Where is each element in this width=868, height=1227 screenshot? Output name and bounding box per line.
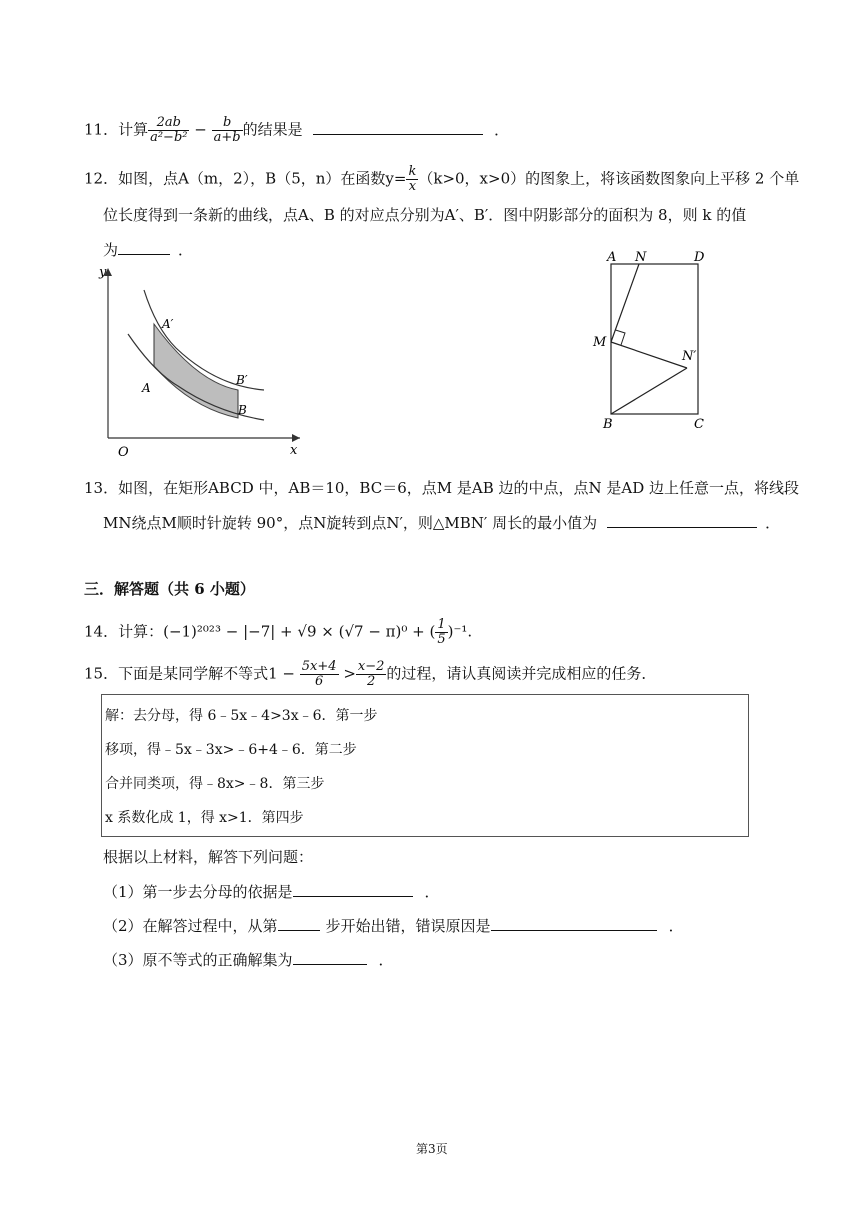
q11-answer-blank[interactable] xyxy=(313,118,483,135)
solution-step-3: 合并同类项，得﹣8x>﹣8．第三步 xyxy=(105,776,325,792)
solution-box xyxy=(101,694,749,837)
svg-text:N: N xyxy=(635,250,647,265)
q15-fraction-1: $\frac{5x+4}{6}$ xyxy=(301,659,337,689)
q11-fraction-1: $\frac{2ab}{\text{a²−b²}}$ xyxy=(150,115,188,145)
q15-sub2: （2）在解答过程中，从第 步开始出错，错误原因是 ． xyxy=(103,914,684,936)
q13-rectangle-figure xyxy=(588,248,718,434)
question-12-line1: 12．如图，点A（m，2），B（5，n）在函数y= $\frac{k}{x}$ （k>0，x>0）的图象上，将该函数图象向上平移 2 个单 xyxy=(84,164,800,194)
question-13-line2: MN绕点M顺时针旋转 90°，点N旋转到点N′，则△MBN′ 周长的最小值为 ． xyxy=(103,511,780,533)
svg-text:B: B xyxy=(603,417,613,432)
svg-text:N′: N′ xyxy=(682,349,697,364)
question-13-line1: 13．如图，在矩形ABCD 中，AB＝10，BC＝6，点M 是AB 边的中点，点N 是AD 边上任意一点，将线段 xyxy=(84,479,800,497)
point-a-label: A xyxy=(142,381,151,395)
shaded-region xyxy=(154,324,238,418)
point-a1-label: A′ xyxy=(162,317,174,331)
q12-fraction: $\frac{k}{x}$ xyxy=(408,164,417,194)
q12-answer-blank[interactable] xyxy=(118,238,170,255)
solution-step-1: 解：去分母，得 6﹣5x﹣4>3x﹣6．第一步 xyxy=(105,708,378,724)
point-b1-label: B′ xyxy=(236,373,248,387)
question-11: 11．计算 $\frac{2ab}{\text{a²−b²}}$ − $\frac{b}{a+b}$ 的结果是 ． xyxy=(84,115,510,145)
section-heading: 三．解答题（共 6 小题） xyxy=(84,580,255,598)
svg-text:D: D xyxy=(694,250,705,265)
page-number: 第3页 xyxy=(416,1142,448,1156)
question-12-line3: 为 ． xyxy=(103,238,193,260)
y-axis-label: y xyxy=(99,265,107,280)
q13-answer-blank[interactable] xyxy=(607,511,757,528)
q15-sub1: （1）第一步去分母的依据是 ． xyxy=(103,880,440,902)
q11-fraction-2: $\frac{b}{a+b}$ xyxy=(213,115,241,145)
q15-sub1-blank[interactable] xyxy=(293,880,413,897)
x-axis-label: x xyxy=(290,443,298,458)
q15-sub3-blank[interactable] xyxy=(293,948,367,965)
svg-text:A: A xyxy=(607,250,617,265)
question-12-line2: 位长度得到一条新的曲线，点A、B 的对应点分别为A′、B′．图中阴影部分的面积为 8，则 k 的值 xyxy=(103,206,747,224)
origin-label: O xyxy=(118,445,129,460)
q15-intro: 根据以上材料，解答下列问题： xyxy=(103,848,314,866)
solution-step-4: x 系数化成 1，得 x>1．第四步 xyxy=(105,810,304,826)
q15-sub2-reason-blank[interactable] xyxy=(491,914,657,931)
q15-fraction-2: $\frac{x-2}{2}$ xyxy=(357,659,385,689)
svg-text:M: M xyxy=(593,335,607,350)
q11-prefix: 11．计算 xyxy=(84,120,149,139)
solution-step-2: 移项，得﹣5x﹣3x>﹣6+4﹣6．第二步 xyxy=(105,742,357,758)
q12-function-graph xyxy=(96,262,306,462)
q15-sub2-step-blank[interactable] xyxy=(278,914,320,931)
svg-text:C: C xyxy=(694,417,704,432)
question-15: 15．下面是某同学解不等式1 − $\frac{5x+4}{6}$ > $\frac{x-2}{2}$ 的过程，请认真阅读并完成相应的任务． xyxy=(84,659,657,689)
q15-sub3: （3）原不等式的正确解集为 ． xyxy=(103,948,394,970)
question-14: 14．计算：(−1)²⁰²³ − |−7| + √9 × (√7 − π)⁰ + ( $\frac{1}{5}$ )⁻¹. xyxy=(84,617,473,647)
point-b-label: B xyxy=(238,403,247,417)
q14-fraction: $\frac{1}{5}$ xyxy=(437,617,446,647)
